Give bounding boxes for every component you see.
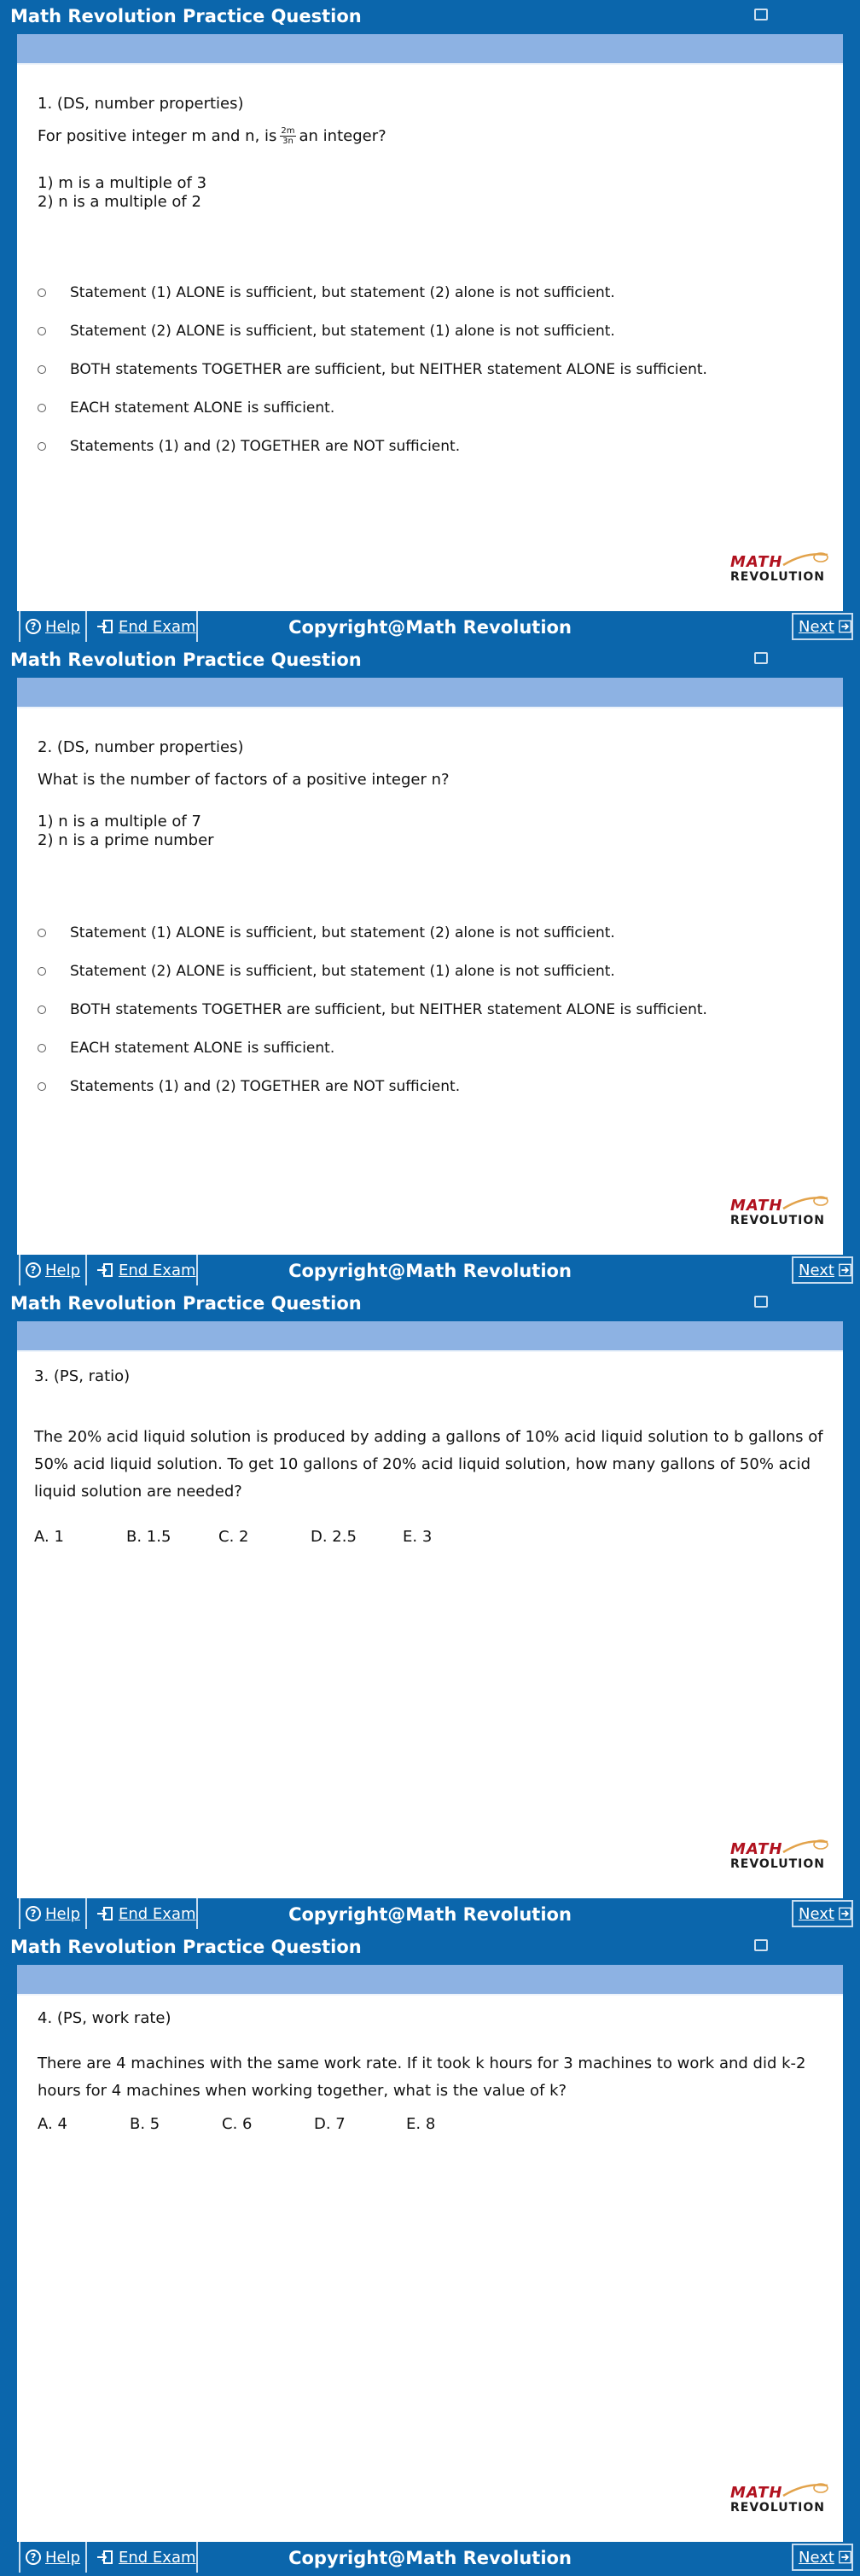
radio-button[interactable] xyxy=(38,327,46,335)
title-bar xyxy=(0,1931,860,1963)
help-icon: ? xyxy=(26,619,41,634)
answer-choice[interactable]: E. 8 xyxy=(406,2115,436,2133)
copyright-text: Copyright@Math Revolution xyxy=(288,617,572,638)
footer-bar xyxy=(0,1898,860,1931)
answer-option[interactable]: EACH statement ALONE is sufficient. xyxy=(38,1039,334,1058)
title-bar xyxy=(0,644,860,676)
question-stem: For positive integer m and n, is $\frac{2m}{3n}$ an integer? xyxy=(38,126,386,146)
statement-1: 1) m is a multiple of 3 xyxy=(38,174,207,192)
radio-button[interactable] xyxy=(38,1082,46,1091)
window-title: Math Revolution Practice Question xyxy=(10,650,362,670)
math-revolution-logo: MATH REVOLUTION xyxy=(730,2484,833,2525)
math-revolution-logo: MATH REVOLUTION xyxy=(730,1197,833,1238)
arrow-right-icon xyxy=(839,1262,851,1278)
toolbar-strip xyxy=(17,1321,843,1352)
question-panel xyxy=(17,65,843,611)
math-revolution-logo: MATH REVOLUTION xyxy=(730,1840,833,1881)
answer-option[interactable]: Statement (1) ALONE is sufficient, but statement (2) alone is not sufficient. xyxy=(38,283,615,302)
question-heading: 3. (PS, ratio) xyxy=(34,1367,131,1385)
answer-choice[interactable]: C. 6 xyxy=(222,2115,253,2133)
next-button[interactable]: Next xyxy=(792,1256,853,1284)
answer-choice[interactable]: B. 5 xyxy=(130,2115,160,2133)
help-icon: ? xyxy=(26,2550,41,2565)
radio-button[interactable] xyxy=(38,967,46,976)
answer-choice[interactable]: D. 7 xyxy=(314,2115,346,2133)
question-stem: The 20% acid liquid solution is produced by adding a gallons of 10% acid liquid solution to b gallons of 50% acid liquid solution. To get 10 gallons of 20% acid liquid solution, how many gallons of 50% acid liquid solution are needed? xyxy=(34,1428,823,1501)
statement-2: 2) n is a prime number xyxy=(38,831,214,849)
help-button[interactable]: ? Help xyxy=(19,2542,87,2573)
question-stem: What is the number of factors of a positive integer n? xyxy=(38,771,450,789)
next-button[interactable]: Next xyxy=(792,1900,853,1927)
radio-button[interactable] xyxy=(38,929,46,937)
radio-button[interactable] xyxy=(38,288,46,297)
end-exam-button[interactable]: End Exam xyxy=(89,1255,198,1285)
copyright-text: Copyright@Math Revolution xyxy=(288,1904,572,1925)
radio-button[interactable] xyxy=(38,404,46,412)
answer-choice[interactable]: D. 2.5 xyxy=(311,1528,357,1546)
answer-choice[interactable]: A. 4 xyxy=(38,2115,67,2133)
question-heading: 1. (DS, number properties) xyxy=(38,95,244,113)
copyright-text: Copyright@Math Revolution xyxy=(288,1261,572,1281)
toolbar-strip xyxy=(17,678,843,708)
question-panel xyxy=(17,1352,843,1898)
arrow-right-icon xyxy=(839,619,851,634)
window-title: Math Revolution Practice Question xyxy=(10,1293,362,1314)
footer-bar xyxy=(0,1255,860,1287)
menu-icon[interactable] xyxy=(752,1938,771,1955)
end-exam-button[interactable]: End Exam xyxy=(89,611,198,642)
menu-icon[interactable] xyxy=(752,1294,771,1311)
answer-option[interactable]: Statements (1) and (2) TOGETHER are NOT sufficient. xyxy=(38,1077,460,1096)
question-screen-2 xyxy=(0,644,860,1287)
window-title: Math Revolution Practice Question xyxy=(10,1937,362,1957)
question-heading: 4. (PS, work rate) xyxy=(38,2009,171,2027)
toolbar-strip xyxy=(17,1965,843,1996)
question-panel xyxy=(17,708,843,1255)
toolbar-strip xyxy=(17,34,843,65)
window-title: Math Revolution Practice Question xyxy=(10,6,362,26)
radio-button[interactable] xyxy=(38,442,46,451)
answer-option[interactable]: Statement (2) ALONE is sufficient, but statement (1) alone is not sufficient. xyxy=(38,962,615,981)
question-panel xyxy=(17,1996,843,2542)
question-screen-1 xyxy=(0,0,860,644)
end-exam-button[interactable]: End Exam xyxy=(89,2542,198,2573)
fraction: $\frac{2m}{3n}$ xyxy=(281,126,295,146)
footer-bar xyxy=(0,611,860,644)
arrow-right-icon xyxy=(839,2550,851,2565)
answer-option[interactable]: Statements (1) and (2) TOGETHER are NOT sufficient. xyxy=(38,437,460,456)
statement-2: 2) n is a multiple of 2 xyxy=(38,193,201,211)
menu-icon[interactable] xyxy=(752,7,771,24)
answer-option[interactable]: BOTH statements TOGETHER are sufficient, but NEITHER statement ALONE is sufficient. xyxy=(38,360,707,379)
question-screen-3 xyxy=(0,1287,860,1931)
answer-option[interactable]: Statement (1) ALONE is sufficient, but statement (2) alone is not sufficient. xyxy=(38,924,615,942)
question-screen-4 xyxy=(0,1931,860,2574)
help-button[interactable]: ? Help xyxy=(19,611,87,642)
help-button[interactable]: ? Help xyxy=(19,1255,87,1285)
radio-button[interactable] xyxy=(38,1005,46,1014)
answer-choice[interactable]: A. 1 xyxy=(34,1528,64,1546)
title-bar xyxy=(0,0,860,32)
next-button[interactable]: Next xyxy=(792,613,853,640)
title-bar xyxy=(0,1287,860,1320)
footer-bar xyxy=(0,2542,860,2574)
question-heading: 2. (DS, number properties) xyxy=(38,738,244,756)
answer-option[interactable]: Statement (2) ALONE is sufficient, but statement (1) alone is not sufficient. xyxy=(38,322,615,341)
help-button[interactable]: ? Help xyxy=(19,1898,87,1929)
radio-button[interactable] xyxy=(38,1044,46,1052)
math-revolution-logo: MATH REVOLUTION xyxy=(730,553,833,594)
answer-option[interactable]: EACH statement ALONE is sufficient. xyxy=(38,399,334,417)
menu-icon[interactable] xyxy=(752,650,771,667)
copyright-text: Copyright@Math Revolution xyxy=(288,2548,572,2568)
answer-choice[interactable]: E. 3 xyxy=(403,1528,433,1546)
answer-option[interactable]: BOTH statements TOGETHER are sufficient, but NEITHER statement ALONE is sufficient. xyxy=(38,1000,707,1019)
answer-choice[interactable]: C. 2 xyxy=(218,1528,249,1546)
arrow-right-icon xyxy=(839,1906,851,1921)
next-button[interactable]: Next xyxy=(792,2544,853,2571)
end-exam-button[interactable]: End Exam xyxy=(89,1898,198,1929)
radio-button[interactable] xyxy=(38,365,46,374)
question-stem: There are 4 machines with the same work rate. If it took k hours for 3 machines to work and did k-2 hours for 4 machines when working together, what is the value of k? xyxy=(38,2054,806,2100)
statement-1: 1) n is a multiple of 7 xyxy=(38,813,201,830)
help-icon: ? xyxy=(26,1262,41,1278)
help-icon: ? xyxy=(26,1906,41,1921)
answer-choice[interactable]: B. 1.5 xyxy=(126,1528,171,1546)
